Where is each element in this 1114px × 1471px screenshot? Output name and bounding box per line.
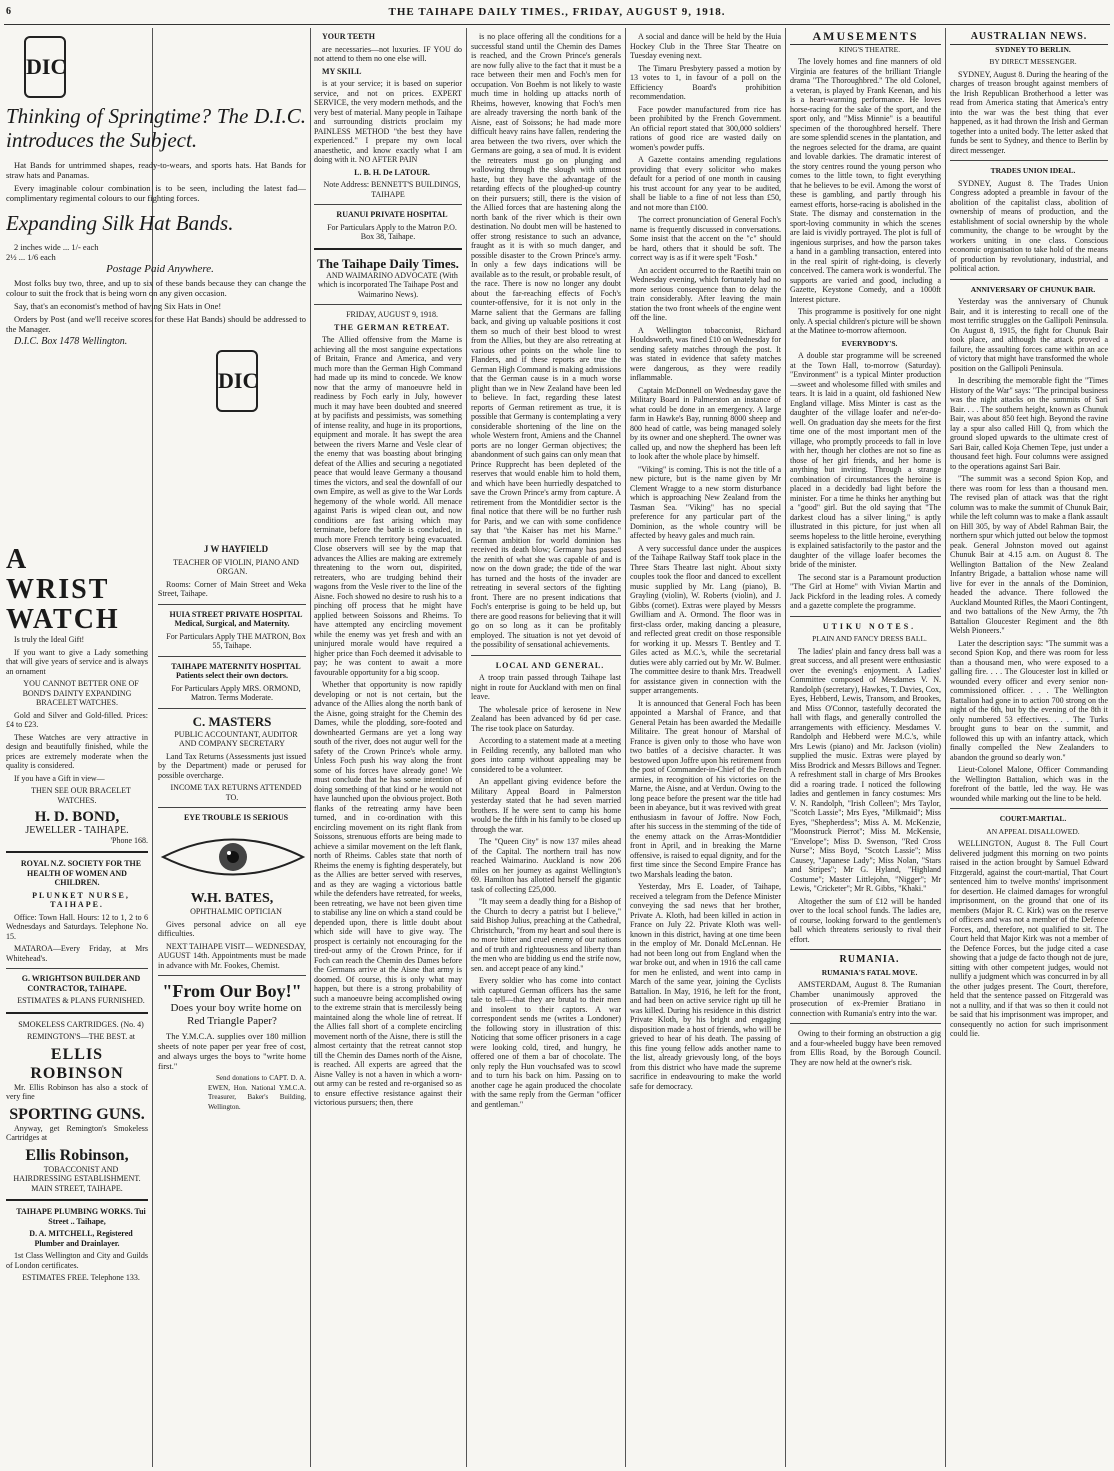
masthead-title: THE TAIHAPE DAILY TIMES., FRIDAY, AUGUST 9, 1918.: [388, 6, 726, 18]
skill-heading: MY SKILL: [322, 66, 362, 76]
plumbing-works: TAIHAPE PLUMBING WORKS. Tui Street .. Taihape,: [16, 1207, 146, 1226]
dic-silk-bands-heading: Expanding Silk Hat Bands.: [6, 211, 234, 235]
divider: [790, 949, 941, 950]
column-rule: [625, 28, 626, 1467]
masters-name: C. MASTERS: [192, 713, 272, 729]
huia-apply: For Particulars Apply THE MATRON, Box 55, Taihape.: [166, 631, 306, 650]
dic-logo: [24, 36, 66, 98]
news-text: SYDNEY, August 8. The Trades Union Congress adopted a preamble in favour of the abolition of the capitalist class, abolition of ownership of means of production, and the establishment of social ownership by the whole community, the change to be wrought by the workers uniting in one class. Conscious economic organisation to take hold of the means of production by revolutionary, industrial, and political action.: [950, 178, 1108, 273]
column-rule: [785, 28, 786, 1467]
local-item: According to a statement made at a meeting in Feilding recently, any balloted man who goes into camp without appealing may be considered to be a volunteer.: [471, 736, 621, 774]
dic-postage: Postage Paid Anywhere.: [106, 263, 214, 275]
skill-text: is at your service; it is based on superior service, and not on prices. EXPERT SERVICE, the very modern methods, and the very best of material. Many people in Taihape and surrounding districts proclaim my PAINLESS METHOD "the best they have experienced." I prepare my own local anaesthetic, and know exactly what I am doing with it. NO AFTER PAIN: [314, 79, 462, 164]
mitchell-estimates: ESTIMATES FREE. Telephone 133.: [22, 1273, 140, 1282]
ymca-text: The Y.M.C.A. supplies over 180 million sheets of note paper per year free of cost, and always urges the boys to "write home first.": [158, 1031, 306, 1071]
news-text: "The summit was a second Spion Kop, and there was room for less than a thousand men. The revised plan of attack was that the right column was to make the summit of Chunuk Bair, while the left column was to make a flank assault on Hill 305, by way of Abdel Rahman Bair, the northern spur which jutted out below the topmost peak. General Johnston moved out against Chunuk Bair at 4.15 a.m. on August 8. The Wellington Battalion of the New Zealand Infantry Brigade, a battalion whose name will live for ever in the annals of the Dominion, headed the advance. There followed the Auckland Mounted Rifles, the Maori Contingent, and two battalions of the New Army, the 7th Battalion Gloucester Regiment and the 8th Welsh Pioneers.": [950, 474, 1108, 635]
bond-jeweller: JEWELLER - TAIHAPE.: [25, 825, 129, 836]
hayfield-name: J W HAYFIELD: [203, 545, 269, 554]
ymca-donations: Send donations to CAPT. D. A. EWEN, Hon. National Y.M.C.A. Treasurer, Baker's Building, Wellington.: [208, 1074, 306, 1111]
column-4: [471, 32, 621, 1467]
maternity-apply: For Particulars Apply MRS. ORMOND, Matron. Terms Moderate.: [171, 683, 301, 702]
plunket-hours: Office: Town Hall. Hours: 12 to 1, 2 to 6 Wednesdays and Saturdays. Telephone No. 15.: [6, 912, 148, 941]
rumania-heading: RUMANIA.: [839, 954, 900, 965]
local-item: Yesterday, Mrs E. Loader, of Taihape, received a telegram from the Defence Minister conveying the sad news that her brother, Private A. Kloth, had been killed in action in France on July 22. Private Kloth was well-known in this district, having at one time been in the employ of Mr. Donald McLennan. He had not been long out from England when the war broke out, and when in 1916 the call came for men he enlisted, and went into camp in March of the same year, joining the Cyclists Battalion. In May, 1916, he left for the front, and had been on active service right up till he was killed. During his residence in this district Private Kloth, by his bright and engaging disposition made a host of friends, who will be grieved to hear of his death. The passing of this fine young fellow adds another name to the list, already grievously long, of the boys from this district who have made the supreme sacrifice in endeavouring to make the world safe for democracy.: [630, 882, 781, 1091]
utiku-heading: UTIKU NOTES.: [822, 621, 917, 631]
hayfield-teacher: TEACHER OF VIOLIN, PIANO AND ORGAN.: [173, 557, 299, 576]
column-rule: [310, 28, 311, 1467]
ellis-text: Mr. Ellis Robinson has also a stock of very fine: [6, 1082, 148, 1101]
dic-paragraph: Hat Bands for untrimmed shapes, ready-to-wears, and sports hats. Hat Bands for straw hats and Panamas.: [6, 160, 306, 180]
wrist-text: Is truly the Ideal Gift!: [14, 635, 85, 644]
local-item: An appellant giving evidence before the Military Appeal Board in Palmerston yesterday stated that he had seven married brothers. If he were sent to camp his home would be the fifth in his family to be closed up through the war.: [471, 777, 621, 834]
local-general-heading: LOCAL AND GENERAL.: [495, 660, 605, 670]
divider: [158, 708, 306, 709]
ymca-question: Does your boy write home on Red Triangle Paper?: [170, 1002, 302, 1027]
dic-headline: Thinking of Springtime? The D.I.C. introduces the Subject.: [6, 104, 306, 152]
news-text: Lieut-Colonel Malone, Officer Commanding the Wellington Battalion, which was in the forefront of the battle, led the way. He was wounded while marking out the line to be held.: [950, 765, 1108, 803]
amusement-text: The second star is a Paramount production "The Girl at Home" with Vivian Martin and Jack Pickford in the leading roles. A comedy and a gazette complete the programme.: [790, 572, 941, 610]
court-martial-heading: COURT-MARTIAL.: [999, 814, 1067, 823]
dic-prices: 2 inches wide ... 1/- each 2½ ... 1/6 each: [6, 242, 99, 262]
paper-date: FRIDAY, AUGUST 9, 1918.: [346, 310, 438, 319]
local-item: The correct pronunciation of General Foch's name is frequently discussed in conversations. Some insist that the accent on the "c" should be hard, others that it should be soft. The correct way is as if it were spelt "Fosh.": [630, 215, 781, 262]
ruanui-hospital: RUANUI PRIVATE HOSPITAL: [336, 210, 448, 219]
news-text: Later the description says: "The summit was a second Spion Kop, and there was room for less than a thousand men, who were exposed to a galling fire. . . . The Gloucester lost in killed or wounded every officer and every senior non-commissioned officer. . . . The Wellington Battalion had gone in to action 700 strong on the night of the 6th, but by the evening of the 8th it only numbered 53 effectives. . . . The Turks brought guns to bear on the summit, and followed this up with an infantry attack, which finally compelled the New Zealanders to abandon the ground so dearly won.": [950, 638, 1108, 762]
divider: [6, 968, 148, 969]
divider: [6, 851, 148, 853]
paper-title: The Taihape Daily Times.: [317, 255, 459, 271]
wrist-watch-heading-a: A: [6, 545, 29, 575]
dentist-name: L. B. H. De LATOUR.: [354, 167, 430, 177]
local-item: Owing to their forming an obstruction a gig and a four-wheeled buggy have been removed from Ellis Road, by the Borough Council. They are now held at the owner's risk.: [790, 1029, 941, 1067]
wrist-text: YOU CANNOT BETTER ONE OF BOND'S DAINTY EXPANDING BRACELET WATCHES.: [22, 679, 139, 707]
utiku-text: Altogether the sum of £12 will be handed over to the local school funds. The ladies are, of course, looking forward to the gentlemen's ball which threatens seriously to rival their effort.: [790, 896, 941, 944]
column-5: [630, 32, 781, 1467]
hayfield-rooms: Rooms: Corner of Main Street and Weka Street, Taihape.: [158, 579, 306, 598]
ymca-headline: "From Our Boy!": [162, 981, 302, 1001]
local-item: A very successful dance under the auspices of the Taihape Railway Staff took place in the Three Stars Theatre last night. About sixty couples took the floor and danced to excellent music supplied by Mr. Lang (piano), B. Grayling (violin), W. Roberts (violin), and J. Gibbs (cornet). Extras were played by Messrs Gwilliam and A. Ormond. The floor was in first-class order, making dancing a pleasure, and reflected great credit on those responsible for working it up. Messrs T. Bentley and T. Giles acted as M.C.'s, while the secretarial duties were ably carried out by Mr. W. Bulmer. The committee desire to thank Mrs. Treadwell for assistance given in connection with the supper arrangements.: [630, 543, 781, 695]
dic-logo-bottom: [216, 350, 258, 412]
local-item: Captain McDonnell on Wednesday gave the Military Board in Palmerston an instance of what could be done in an emergency. A large farm in Hawke's Bay, running 8000 sheep and 800 head of cattle, was being managed solely by its owner and one shepherd. The owner was called up, and now the shepherd has been left to look after the whole place by himself.: [630, 385, 781, 461]
column-3: [314, 32, 462, 1467]
local-item: Every soldier who has come into contact with captured German officers has the same tale to tell—that they are brutal to their men and insolent to their captors. A war correspondent sends me (writes a Londoner) the following story in illustration of this: Noticing that some officer prisoners in a cage were looking cold, tired, and hungry, he offered one of them a bar of chocolate. The only reply the Hun vouchsafed was to scowl and to turn his back on him. Passing on to another cage he again produced the chocolate with the same reply from the German "officer and gentleman.": [471, 976, 621, 1109]
masters-income: INCOME TAX RETURNS ATTENDED TO.: [170, 783, 302, 802]
divider: [158, 975, 306, 976]
column-2-lower: [158, 545, 306, 1467]
ellis-text: Anyway, get Remington's Smokeless Cartridges at: [6, 1123, 148, 1142]
australian-news-heading: AUSTRALIAN NEWS.: [950, 32, 1108, 45]
divider: [314, 204, 462, 205]
divider: [6, 1199, 148, 1201]
bates-advice: Gives personal advice on all eye difficulties.: [158, 919, 306, 938]
local-item: A Gazette contains amending regulations providing that every solicitor who makes default for a period of one month in causing his trust account for any year to be audited, shall be liable to a fine of not less than £50, and not more than £100.: [630, 155, 781, 212]
local-item: The Timaru Presbytery passed a motion by 13 votes to 1, in favour of a poll on the Efficiency Board's prohibition recommendation.: [630, 63, 781, 101]
top-rule: [4, 24, 1110, 25]
royal-society: ROYAL N.Z. SOCIETY FOR THE HEALTH OF WOMEN AND CHILDREN.: [20, 859, 142, 887]
maternity-hospital: TAIHAPE MATERNITY HOSPITAL Patients select their own doctors.: [171, 661, 301, 680]
sporting-guns: SPORTING GUNS.: [9, 1105, 145, 1123]
bates-name: W.H. BATES,: [190, 891, 274, 906]
local-item: A social and dance will be held by the Huia Hockey Club in the Three Star Theatre on Tuesday evening next.: [630, 32, 781, 60]
dic-logo-text: DIC: [218, 368, 259, 393]
wrist-text: These Watches are very attractive in design and beautifully finished, while the prices are extremely moderate when the quality is considered.: [6, 732, 148, 770]
local-item: A Wellington tobacconist, Richard Houldsworth, was fined £10 on Wednesday for sending safety matches through the post. It was stated in evidence that safety matches were dangerous, as they were readily inflammable.: [630, 325, 781, 382]
news-text: Yesterday was the anniversary of Chunuk Bair, and it is interesting to recall one of the most terrific struggles on the Gallipoli Peninsula. On August 8, 1915, the fight for Chunuk Bair took place, and although the attack proved a failure, the assaulting forces came within an ace of victory that might have transformed the whole position on the Gallipoli Peninsula.: [950, 297, 1108, 373]
kings-theatre: KING'S THEATRE.: [838, 44, 901, 54]
news-text: WELLINGTON, August 8. The Full Court delivered judgment this morning on two points raised in the action brought by Samuel Edward Fitzgerald, against the court-martial, That Court sentenced him to twelve months' imprisonment for desertion. He claimed damages for wrongful imprisonment, on the ground that one of its members (Major R. C. Kirk) was on the reserve of officers and was not a member of the Defence Forces, and, therefore, not qualified to sit. The Court held that Major Kirk was not a member of the Defence Forces, but the judge cited a case showing that a judge de facto though not de jure, sitting with other competent judges, would not nullify a judgment which was concurred in by all the other judges present. The Court, therefore, held that the sentence passed on Fitzgerald was not a nullity, and if that was so then it could not be said that his imprisonment was improper, and consequently no action for such imprisonment could lie.: [950, 839, 1108, 1038]
column-rule: [945, 28, 946, 1467]
divider: [950, 279, 1108, 280]
page-number: 6: [6, 6, 12, 17]
wrist-text: If you want to give a Lady something that will give years of service and is always an ornament: [6, 647, 148, 676]
local-item: "It may seem a deadly thing for a Bishop of the Church to decry a patrist but I believe," said Bishop Julius, preaching at the Cathedral, Christchurch, "from my heart and soul there is no more bitter and cruel enemy of our nations and of truth and righteousness and liberty than the men who are bidding us end the strife now, sen. and accept peace of any kind.": [471, 897, 621, 973]
wrightson: G. WRIGHTSON BUILDER AND CONTRACTOR, TAIHAPE.: [21, 974, 141, 993]
dic-paragraph: Every imaginable colour combination is to be seen, including the latest fad—complimentary regimental colours to our fighting forces.: [6, 183, 306, 203]
appeal-disallowed: AN APPEAL DISALLOWED.: [986, 826, 1080, 836]
local-item: A troop train passed through Taihape last night in route for Auckland with men on final leave.: [471, 673, 621, 701]
wrist-watch-heading-wrist: WRIST: [6, 574, 110, 605]
divider: [158, 807, 306, 808]
dic-footer: D.I.C. Box 1478 Wellington.: [14, 335, 128, 347]
news-text: In describing the memorable fight the "Times History of the War" says: "The principal business was the night attacks on the summits of Sari Bair. . . . The southern height, known as Chunuk Bair, was about 850 feet high. Beyond the ravine lay a spur also called Hill Q, from which the ground sloped upwards to the ultimate crest of Sari Bair, called Koja Chemen Tepe, just under a thousand feet high. Four columns were assigned to the operations against Sari Bair.: [950, 376, 1108, 471]
local-item: "Viking" is coming. This is not the title of a new picture, but is the name given by Mr Clement Wragge to a new storm disturbance which is approaching New Zealand from the Tasman Sea. "Viking" has no special preference for any particular part of the Dominion, as the whole country will be affected by heavy gales and much rain.: [630, 464, 781, 540]
teeth-heading: YOUR TEETH: [322, 32, 375, 41]
wrist-watch-heading-watch: WATCH: [6, 604, 120, 635]
amusements-heading: AMUSEMENTS: [790, 32, 941, 45]
direct-messenger: BY DIRECT MESSENGER.: [989, 57, 1077, 66]
local-item: An accident occurred to the Raetihi train on Wednesday evening, which fortunately had no more serious consequence than to delay the train considerably. After leaving the main station the two front wheels of the engine went off the line.: [630, 265, 781, 322]
ellis-robinson-name: Ellis Robinson,: [25, 1146, 129, 1164]
dic-paragraph: Orders by Post (and we'll receive scores for these Hat Bands) should be addressed to the Manager.: [6, 313, 306, 334]
article-text: The Allied offensive from the Marne is achieving all the most sanguine expectations of Britain, France and America, and very much more than the German High Command had made up its mind to concede. We know now that the army of manoeuvre held in readiness by Foch early in July, however much it may have been doubted and sneered at by pacifists and pessimists, was something of intense reality, and huge in its proportions, equipment and morale. It has swept the area between the rivers Marne and Vesle clear of the enemy that was boasting about bringing defeat of the Allies and securing a negotiated peace that would leave Germany a thousand times the victors, and seal the downfall of our own Empire, as well as give to the War Lords hegemony of the whole world. All menace against Paris is wiped clean out, and now conditions are fast arising which may terminate, before the battle is concluded, in much more French territory being evacuated. Close observers will see by the map that advances the Allies are making are extremely threatening to the worn out, dispirited, retreaters, who are trudging behind their wagons from the Vesle river to the line of the Aisne. Foch showed no desire to rush his to a pinching off process that he might have applied between Soissons and Rheims. To have attempted any encircling movement while the enemy was yet fresh and with an uninjured morale would have required a higher price than Foch deemed it advisable to pay; he was content to await a more favourable opportunity for a big scoop.: [314, 335, 462, 677]
local-item: The wholesale price of kerosene in New Zealand has been advanced by 6d per case. The rise took place on Saturday.: [471, 704, 621, 733]
masters-text: Land Tax Returns (Assessments just issued by the Department) made or perused for possible overcharge.: [158, 751, 306, 780]
plunket-heading: PLUNKET NURSE, TAIHAPE.: [32, 890, 130, 909]
bates-visit: NEXT TAIHAPE VISIT— WEDNESDAY, AUGUST 14th. Appointments must be made in advance with Mr. Fookes, Chemist.: [158, 941, 306, 970]
divider: [471, 655, 621, 656]
dic-paragraph: Say, that's an economist's method of having Six Hats in One!: [14, 300, 222, 311]
rumania-text: AMSTERDAM, August 8. The Rumanian Chamber unanimously approved the prosecution of ex-Premier Bratiano in connection with Rumania's entry into the war.: [790, 980, 941, 1018]
ellis-address: TOBACCONIST AND HAIRDRESSING ESTABLISHMENT. MAIN STREET, TAIHAPE.: [13, 1164, 141, 1193]
huia-hospital: HUIA STREET PRIVATE HOSPITAL Medical, Surgical, and Maternity.: [169, 609, 303, 628]
chunuk-heading: ANNIVERSARY OF CHUNUK BAIR.: [970, 284, 1096, 294]
remington: REMINGTON'S—THE BEST. at: [26, 1032, 136, 1041]
masters-title: PUBLIC ACCOUNTANT, AUDITOR AND COMPANY SECRETARY: [174, 729, 298, 748]
masthead: [0, 6, 1114, 26]
divider: [950, 808, 1108, 809]
amusement-text: A double star programme will be screened at the Town Hall, to-morrow (Saturday). "Environment" is a typical Minter production—sweet and wholesome filled with smiles and tears. It is laid in a quaint, old fashioned New England village. Miss Minter is cast as the daughter of the village loafer and ne'er-do-well. On graduation day she meets for the first time one of the most important men of the village, who promptly proceeds to fall in love with her, though her clothes are not so fine as those of her girl friends, and her home is anything but inviting. Through a strange combination of circumstances the heroine is placed in a decidedly bad light before the minister. For a time he thinks her anything but a "good" girl. But the old saying that "The darkest cloud has a silver lining," is aptly illustrated in this picture, for just when all seems hopeless to the little heroine, everything is explained satisfactorily to the pastor and the daughter of the village loafer becomes the bride of the minister.: [790, 351, 941, 569]
local-item: It is announced that General Foch has been appointed a Marshal of France, and that General Petain has been awarded the Medaille Militaire. The great honour of Marshal of France is given only to those who have won two battles of a decisive character. It was bestowed upon Joffre upon his retirement from the post of Commander-in-Chief of the French armies, in recognition of his victories on the Marne, the Aisne, and at Verdun. Owing to the long peace before the present war the title had been in abeyance, but it was revived with great enthusiasm in favour of Joffre. Now Foch, after his success in the stemming of the tide of the enemy attack on the Arras-Montdidier front in April, and in breaking the Marne offensive, is raised to equal dignity, and for the first time since the Second Empire France has two Marshals leading the baton.: [630, 698, 781, 879]
divider: [314, 304, 462, 305]
divider: [6, 1012, 148, 1014]
divider: [158, 604, 306, 605]
dic-logo-text: DIC: [26, 54, 67, 79]
eye-icon: [158, 832, 306, 882]
everybodys: EVERYBODY'S.: [841, 338, 898, 348]
column-6: [790, 32, 941, 1467]
rumania-sub: RUMANIA'S FATAL MOVE.: [821, 967, 918, 977]
article-text: is no place offering all the conditions for a successful stand until the Chemin des Dames is reached, and the Crown Prince's generals are now fully alive to the fact that it must be a race between their men and Foch's men for occupation. Von Boehm is not likely to waste much time in holding up attacks north of Rheims, however, knowing that Foch's men are already traversing the north bank of the Aisne, east of Soissons; he had made more difficult heavy rains have fallen, rendering the area between the two rivers, over which the Germans are going, a sea of mud. It is evident the retreaters must go on plunging and wallowing through the slough with utmost haste, but they have the advantage of the retarding effects of the ploughed-up country on their pursuers; still, there is the vision of the Allied forces that are hastening along the north bank of the river which is their own destination. No doubt men will be hastened to offer strong resistance to such an advance, fraught as it is with so much danger, and possible disaster to the Crown Prince's army. In only a few days indications will be available as to the result, or probable result, of the race. There is now no longer any doubt about the far-reaching effects of Foch's counter-offensive, for it is not only in the Marne salient that the Germans are falling back, and giving up valuable positions it cost them so much of their best blood to wrest from the Allies, but they are also retreating at various other points on the whole line to Flanders, and if these reports are true the German High Command is making admissions that the German cause is in a much worse plight than we in New Zealand have been led to believe. In fact, regarding these latest reports of German retirement as true, it is possible that Germany is contemplating a very considerable shortening of the line on the whole Western front, Amiens and the Channel ports are no longer German objectives; the abandonment of such gains can only mean that Prince Rupprecht has been depleted of the reserves that would enable him to hold them, and which have been hurriedly despatched to save the Crown Prince's army from capture. A retirement from the Montdidier sector is the final notice that there will be no further rush for Paris, and we can with some confidence say that "the Kaiser has met his Marne." German ambition for world dominion has received its death blow; Germany has passed the zenith of what she was capable of and is now on the down grade; the tide of the war has turned and the hosts of the invader are retreating in several sectors of the fighting front. There are no present indications that Foch's enterprise is going to be held up, but there are good reasons for believing that it will go on so long as it can be profitably employed. The situation is not yet devoid of the possibility of sensational achievements.: [471, 32, 621, 649]
article-heading: THE GERMAN RETREAT.: [334, 322, 450, 332]
column-1-lower: [6, 545, 148, 1467]
article-text: Whether that opportunity is now rapidly developing or not is not certain, but the advance of the Allies along the north bank of the Aisne, going straight for the Chemin des Dames, while the plodding, sore-footed and downhearted Germans are yet a long way south of the river, does not augur well for the safety of the Crown Prince's whole army. Unless Foch push his way along the front some of his forces have already gone! We must conclude that he has some intention of doing something of that kind or he would not have launched upon the obvious project. Both flanks of the retreating army have been turned, and in co-ordination with this encircling movement on its right flank from Soissons, strenuous efforts are being made to achieve a similar movement on the left flank, north of Rheims. Cables state that north of Rheims the enemy is fighting desperately, but as the Allies are better served with reserves, and as they are waging a victorious battle while the defenders have retreated, for weeks, been retreating, we have not been given time to stabilise any line on which a stand could be depended upon, there is little doubt about which side will have to give way. The prospect is certainly not encouraging for the tired-out army of the Crown Prince, for if Foch can reach the Chemin des Dames before the Germans arrive at the Aisne that army is doomed. Of course, this is only what may happen, but there is a strong probability of such a manoeuvre being accomplished owing to the extreme strain that is mercilessly being maintained along the whole line of retreat. If the Allies fall short of a complete encircling movement north of the Aisne, there is still the almost certainty that the retreat cannot stop till the Chemin des Dames north of the Aisne, is reached. All experts are agreed that the Aisne Valley is not a haven in which a worn-out army can be rested and re-organised so as to ensure effective resistance against their victorious pursuers; then, there: [314, 680, 462, 1107]
plunket-mataroa: MATAROA—Every Friday, at Mrs Whitehead's.: [6, 944, 148, 963]
divider: [790, 1023, 941, 1024]
eye-trouble: EYE TROUBLE IS SERIOUS: [183, 813, 289, 822]
bond-name: H. D. BOND,: [34, 809, 120, 825]
teeth-text: are necessaries—not luxuries. IF YOU do not attend to them no one else will.: [314, 44, 462, 63]
ruanui-apply: For Particulars Apply to the Matron P.O. Box 38, Taihape.: [327, 222, 457, 241]
paper-subtitle: AND WAIMARINO ADVOCATE (With which is incorporated The Taihape Post and Waimarino News).: [318, 270, 458, 299]
dic-advertisement: [6, 32, 306, 542]
amusement-text: The lovely homes and fine manners of old Virginia are features of the brilliant Triangle drama "The Thoroughbred." The old Colonel, a veteran, is played by Frank Keenan, and his is a heart-warming performance. He loves horse-racing for the sake of the sport, and the sport only, and "Miss Minnie" is a beautiful specimen of the thoroughbred herself. There are some splendid scenes in the plantation, and the negroes selected for the drama, are quaint and lovable darkies. The dramatic interest of the story centres round the young person who comes to the little town, to fight everything that he believes to be evil. Among the worst of these is gambling, and partly through his earnest efforts, horse-racing is abolished in the State. The dismay and consternation in the sport-loving community in which the scenes are laid is vividly portrayed. The plot is full of ingenious surprises, and how the parson takes a hand in a gambling transaction, entered into in the real spirit of right-doing, is cleverly conceived. The camera work is wonderful. The supports are varied and good, including a Gazette, Keystone Comedy, and a 1000ft Interest picture.: [790, 57, 941, 304]
amusement-text: This programme is positively for one night only. A special children's picture will be shown at the Matinee to-morrow afternoon.: [790, 307, 941, 335]
divider: [158, 656, 306, 657]
bates-title: OPHTHALMIC OPTICIAN: [190, 907, 282, 916]
local-item: Face powder manufactured from rice has been prohibited by the French Government. An official report stated that 300,000 soldiers' rations of good rice are wasted daily on women's powder puffs.: [630, 104, 781, 152]
bond-phone: 'Phone 168.: [110, 835, 148, 845]
trades-union: TRADES UNION IDEAL.: [990, 166, 1076, 175]
ball-heading: PLAIN AND FANCY DRESS BALL.: [812, 634, 927, 643]
wrist-text: If you have a Gift in view—: [14, 773, 105, 783]
divider: [790, 616, 941, 617]
ellis-robinson-banner: ELLIS ROBINSON: [30, 1045, 124, 1082]
mitchell: D. A. MITCHELL, Registered Plumber and Drainlayer.: [29, 1229, 133, 1248]
wrist-text: THEN SEE OUR BRACELET WATCHES.: [31, 786, 131, 805]
divider: [950, 160, 1108, 161]
local-item: The "Queen City" is now 137 miles ahead of the Capital. The northern trail has now reached Waimarino. Auckland is now 206 miles on her journey as against Wellington's 69. Hamilton has allotted herself the gigantic task of collecting £25,000.: [471, 837, 621, 894]
mitchell-certs: 1st Class Wellington and City and Guilds of London certificates.: [6, 1251, 148, 1270]
dic-paragraph: Most folks buy two, three, and up to six of these bands because they can change the colour to suit the frock that is being worn on any given occasion.: [6, 277, 306, 298]
utiku-text: The ladies' plain and fancy dress ball was a great success, and all present were enthusiastic over the evening's enjoyment. A Ladies' Committee composed of Mesdames V. N. Randolph (secretary), Hawkes, T. Davies, Cox, Eyes, Hebberd, Lewis, Transom, and Brookes, and Miss O'Connor, tastefully decorated the hall with flags, and generally controlled the arrangements with efficiency. Mesdames V. Randolph and Hebberd were M.C.'s, while Mrs Lewis (piano) and Mr. Jackson (violin) supplied the music. Extras were played by Miss Brodrick and Messrs Billows and Tegner. A refreshment stall in charge of Mrs Brookes did a roaring trade. I noticed the following ladies and gentlemen in fancy costumes: Mrs V. N. Randolph, "Irish Colleen"; Mrs Taylor, "Scotch Lassie"; Mrs Eyes, "Milkmaid"; Miss Eyes, "Shepherdess"; Miss A. M. McKenzie, "Moonstruck Pierrot"; Miss M. McKensie, "Envelope"; Miss D. Swenson, "Red Cross Nurse"; Miss Boyd, "Scotch Lassie"; Miss Causey, "Japanese Lady"; Miss Nolan, "Stars and Stripes"; Mr G. Hyland, "Highland Costume"; Master Littlejohn, "Nigger"; Mr Lewis, "Cricketer"; Mr R. Gibbs, "Khaki.": [790, 646, 941, 893]
dentist-address: Note Address: BENNETT'S BUILDINGS, TAIHAPE: [323, 180, 461, 199]
column-7: [950, 32, 1108, 1467]
news-text: SYDNEY, August 8. During the hearing of the charges of treason brought against members of the Irish Republican Brotherhood a letter was read from America stating that America's entry into the war was the best thing that ever happened, as it had thrown the Irish and German together into a united body. The letter asked that funds be sent to Sydney, and thence to Berlin by direct messenger.: [950, 69, 1108, 155]
sydney-berlin: SYDNEY TO BERLIN.: [995, 44, 1071, 54]
estimates: ESTIMATES & PLANS FURNISHED.: [17, 996, 145, 1005]
divider: [314, 248, 462, 250]
column-rule: [466, 28, 467, 1467]
wrist-text: Gold and Silver and Gold-filled. Prices: £4 to £23.: [6, 710, 148, 729]
smokeless: SMOKELESS CARTRIDGES. (No. 4): [18, 1019, 144, 1029]
